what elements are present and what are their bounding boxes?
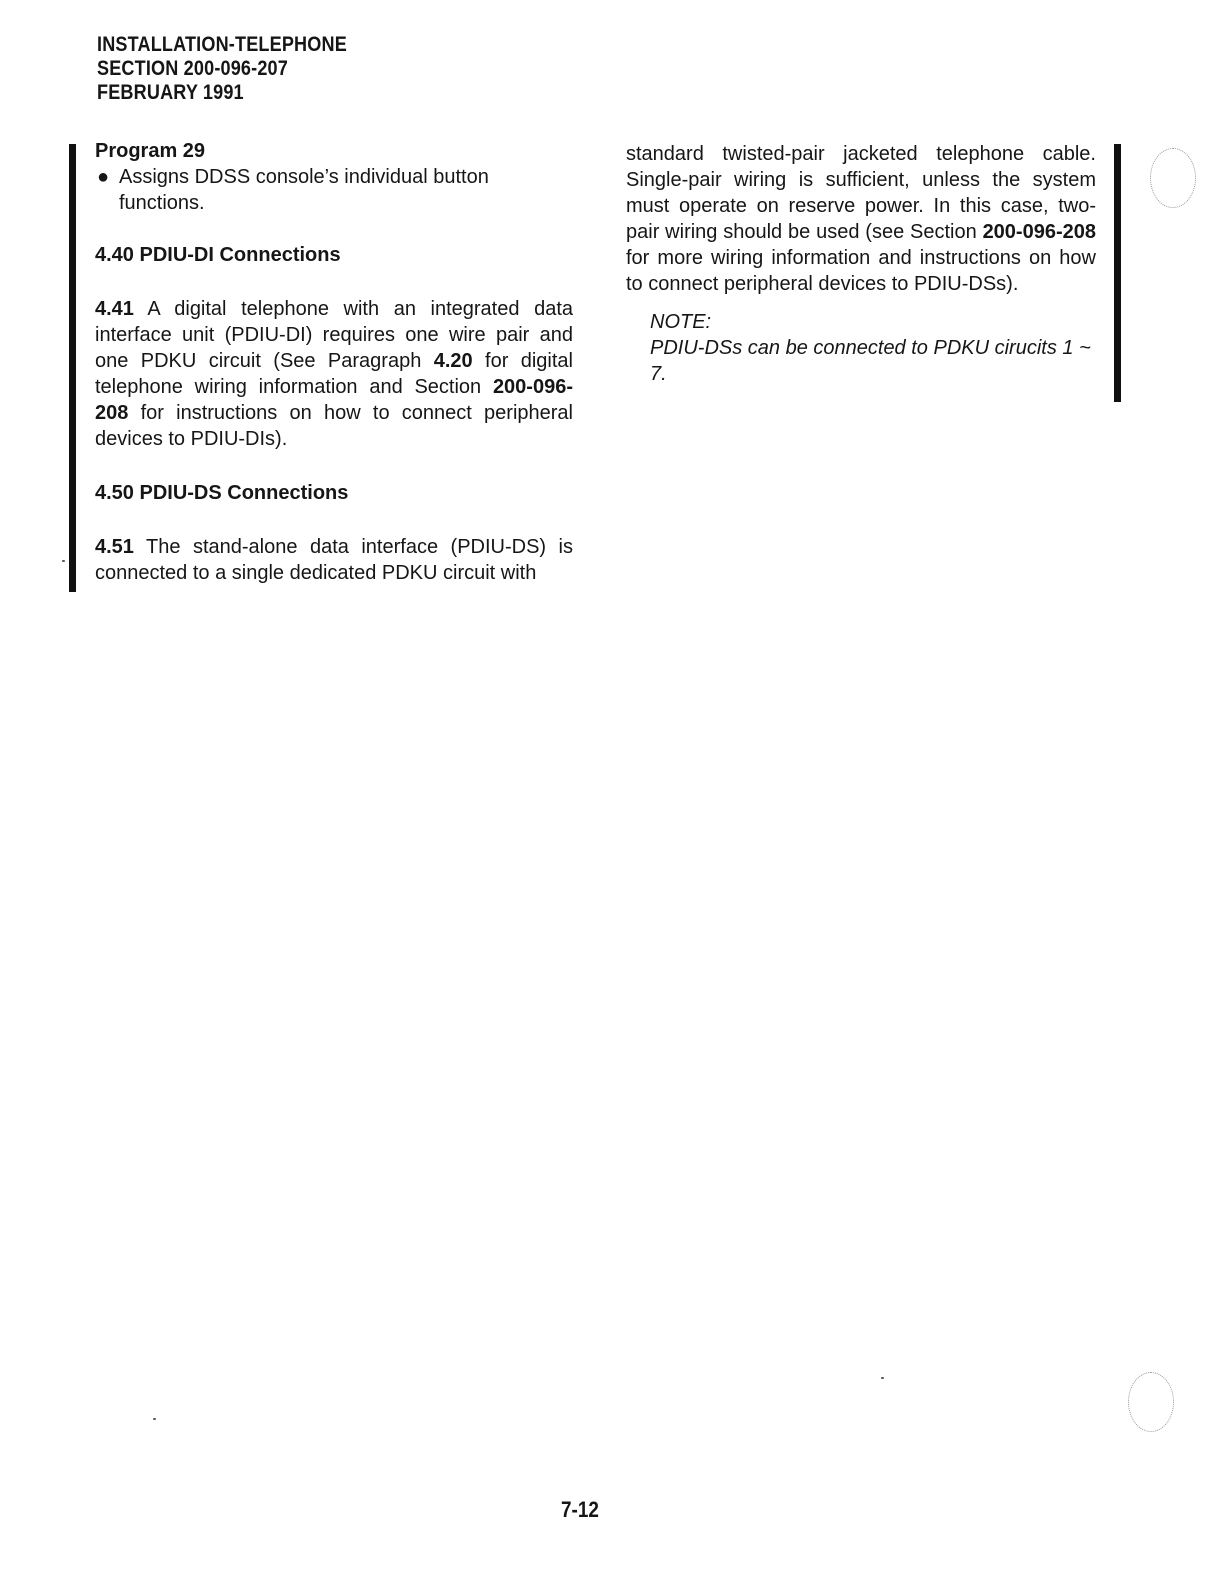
heading-4-50: 4.50 PDIU-DS Connections xyxy=(95,482,349,504)
scan-speck xyxy=(62,560,65,562)
header-title: INSTALLATION-TELEPHONE xyxy=(97,33,347,56)
note-text: PDIU-DSs can be connected to PDKU cirucits 1 ~ 7. xyxy=(650,337,1091,385)
para-text: for digital telephone wiring information and Section xyxy=(95,350,573,398)
scan-speck xyxy=(153,1418,156,1420)
change-bar-left xyxy=(69,144,76,592)
paragraph-4-41 xyxy=(95,296,573,452)
scan-speck xyxy=(881,1377,884,1379)
page-number: 7-12 xyxy=(561,1497,599,1522)
note-label: NOTE: xyxy=(650,311,712,333)
document-header xyxy=(97,33,347,105)
section-reference: 200-096-208 xyxy=(982,221,1096,243)
section-reference: 200-096-208 xyxy=(95,376,573,424)
para-text: A digital telephone with an integrated data interface unit (PDIU-DI) requires one wire pair and one PDKU circuit (See Paragraph xyxy=(95,298,573,372)
paragraph-4-51 xyxy=(95,534,573,586)
heading-4-40: 4.40 PDIU-DI Connections xyxy=(95,244,341,266)
program-title: Program 29 xyxy=(95,140,206,162)
note-block xyxy=(626,309,1096,387)
para-number: 4.51 xyxy=(95,536,134,558)
punch-hole-mark xyxy=(1150,148,1196,208)
bullet-item xyxy=(95,164,573,216)
para-text: for more wiring information and instructions on how to connect peripheral devices to PDIU-DSs). xyxy=(626,247,1096,295)
paragraph-4-51-continued xyxy=(626,141,1096,297)
punch-hole-mark xyxy=(1128,1372,1174,1432)
para-text: standard twisted-pair jacketed telephone cable. Single-pair wiring is sufficient, unless the system must operate on reserve power. In this case, two-pair wiring should be used (see Section xyxy=(626,143,1096,243)
paragraph-reference: 4.20 xyxy=(433,350,473,372)
header-date: FEBRUARY 1991 xyxy=(97,81,244,104)
para-text: The stand-alone data interface (PDIU-DS) is connected to a single dedicated PDKU circuit with xyxy=(95,536,573,584)
bullet-icon: ● xyxy=(97,166,110,188)
bullet-text: Assigns DDSS console’s individual button functions. xyxy=(119,166,489,214)
para-text: for instructions on how to connect peripheral devices to PDIU-DIs). xyxy=(95,402,573,450)
left-column xyxy=(95,138,573,586)
change-bar-right xyxy=(1114,144,1121,402)
para-number: 4.41 xyxy=(95,298,134,320)
right-column xyxy=(626,141,1096,387)
header-section: SECTION 200-096-207 xyxy=(97,57,288,80)
